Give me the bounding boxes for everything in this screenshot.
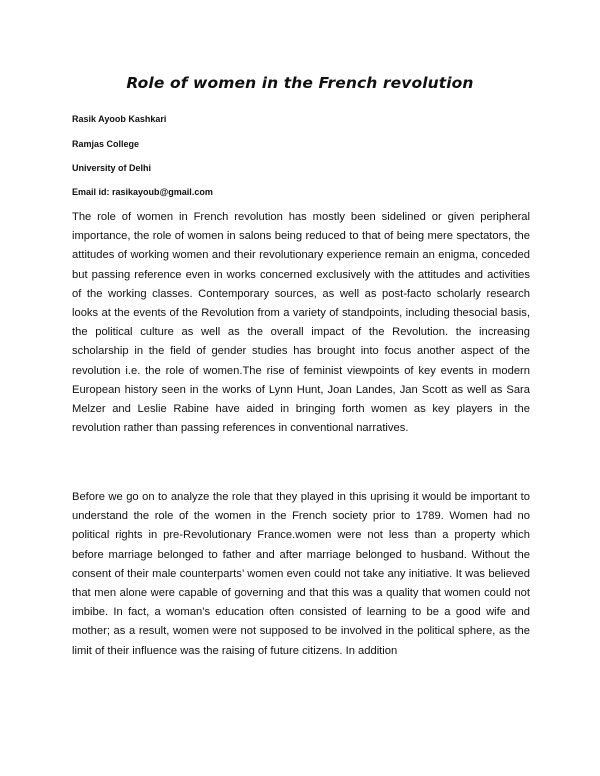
body-paragraph-1: The role of women in French revolution has mostly been sidelined or given peripheral importance, the role of women in salons being reduced to that of being mere spectators, the attitudes of working women and their revolutionary experience remain an enigma, conceded but passing reference even in works concerned exclusively with the attitudes and activities of the working classes. Contemporary sources, as well as post-facto scholarly research looks at the events of the Revolution from a variety of standpoints, including thesocial basis, the political culture as well as the overall impact of the Revolution. the increasing scholarship in the field of gender studies has brought into focus another aspect of the revolution i.e. the role of women.The rise of feminist viewpoints of key events in modern European history seen in the works of Lynn Hunt, Joan Landes, Jan Scott as well as Sara Melzer and Leslie Rabine have aided in bringing forth women as key players in the revolution rather than passing references in conventional narratives. (72, 211, 530, 435)
author-email: Email id: rasikayoub@gmail.com (72, 187, 213, 197)
author-college: Ramjas College (72, 139, 140, 149)
author-university: University of Delhi (72, 163, 152, 173)
author-name: Rasik Ayoob Kashkari (72, 114, 167, 124)
body-paragraph-2: Before we go on to analyze the role that they played in this uprising it would be important to understand the role of the women in the French society prior to 1789. Women had no political rights in pre-Revolutionary France.women were not less than a property which before marriage belonged to father and after marriage belonged to husband. Without the consent of their male counterparts’ women even could not take any initiative. It was believed that men alone were capable of governing and that this was a quality that women could not imbibe. In fact, a woman’s education often consisted of learning to be a good wife and mother; as a result, women were not supposed to be involved in the political sphere, as the limit of their influence was the raising of future citizens. In addition (72, 491, 530, 657)
paper-title: Role of women in the French revolution (126, 74, 474, 92)
